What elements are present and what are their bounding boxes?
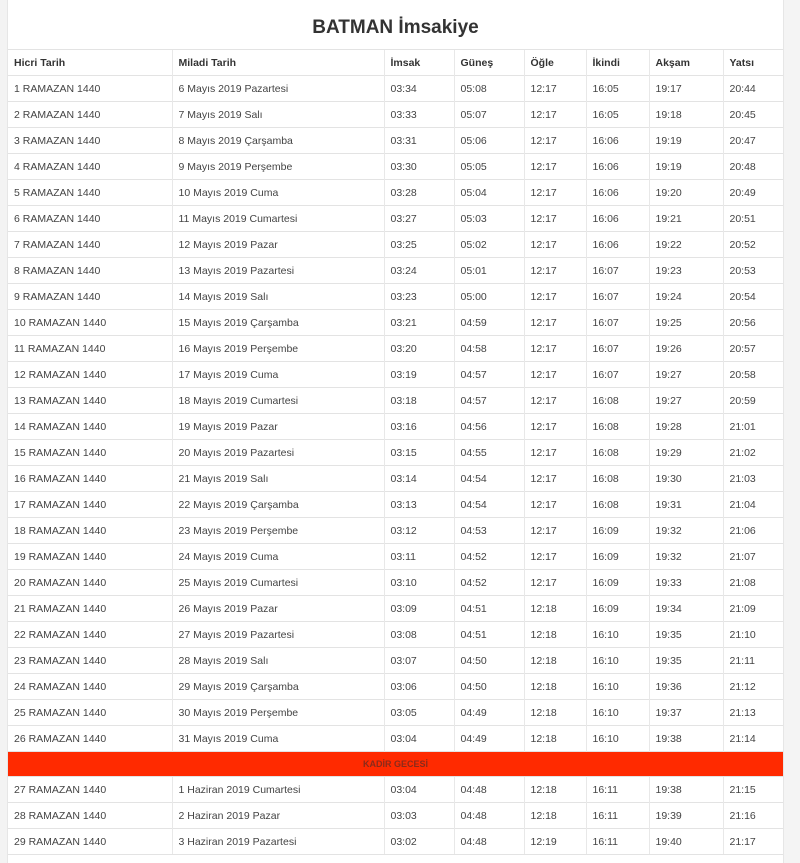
table-row bbox=[8, 310, 783, 336]
col-miladi-tarih: Miladi Tarih bbox=[172, 50, 384, 76]
cell-gunes: 05:04 bbox=[454, 180, 524, 206]
background-pattern bbox=[782, 0, 800, 863]
cell-hicri-tarih: 6 RAMAZAN 1440 bbox=[8, 206, 172, 232]
cell-ikindi: 16:06 bbox=[586, 180, 649, 206]
cell-aksam: 19:36 bbox=[649, 674, 723, 700]
cell-ikindi: 16:06 bbox=[586, 154, 649, 180]
cell-aksam: 19:38 bbox=[649, 726, 723, 752]
cell-gunes: 04:56 bbox=[454, 414, 524, 440]
cell-ikindi: 16:10 bbox=[586, 622, 649, 648]
cell-hicri-tarih: 12 RAMAZAN 1440 bbox=[8, 362, 172, 388]
col-yatsi: Yatsı bbox=[723, 50, 783, 76]
cell-ikindi: 16:11 bbox=[586, 803, 649, 829]
cell-gunes: 04:50 bbox=[454, 648, 524, 674]
col-hicri-tarih: Hicri Tarih bbox=[8, 50, 172, 76]
table-row bbox=[8, 128, 783, 154]
cell-hicri-tarih: 26 RAMAZAN 1440 bbox=[8, 726, 172, 752]
cell-ogle: 12:17 bbox=[524, 466, 586, 492]
col-imsak: İmsak bbox=[384, 50, 454, 76]
cell-gunes: 04:54 bbox=[454, 466, 524, 492]
cell-miladi-tarih: 2 Haziran 2019 Pazar bbox=[172, 803, 384, 829]
cell-imsak: 03:20 bbox=[384, 336, 454, 362]
cell-ogle: 12:17 bbox=[524, 440, 586, 466]
cell-hicri-tarih: 13 RAMAZAN 1440 bbox=[8, 388, 172, 414]
cell-yatsi: 20:57 bbox=[723, 336, 783, 362]
cell-hicri-tarih: 7 RAMAZAN 1440 bbox=[8, 232, 172, 258]
table-row bbox=[8, 700, 783, 726]
cell-gunes: 04:49 bbox=[454, 700, 524, 726]
cell-yatsi: 21:02 bbox=[723, 440, 783, 466]
col-gunes: Güneş bbox=[454, 50, 524, 76]
cell-ogle: 12:18 bbox=[524, 622, 586, 648]
table-row bbox=[8, 388, 783, 414]
cell-ogle: 12:18 bbox=[524, 700, 586, 726]
cell-gunes: 04:54 bbox=[454, 492, 524, 518]
cell-ogle: 12:17 bbox=[524, 258, 586, 284]
cell-imsak: 03:04 bbox=[384, 726, 454, 752]
cell-yatsi: 20:51 bbox=[723, 206, 783, 232]
cell-ogle: 12:19 bbox=[524, 829, 586, 855]
table-row bbox=[8, 76, 783, 102]
cell-gunes: 05:00 bbox=[454, 284, 524, 310]
cell-imsak: 03:13 bbox=[384, 492, 454, 518]
table-row bbox=[8, 726, 783, 752]
cell-aksam: 19:32 bbox=[649, 544, 723, 570]
cell-gunes: 05:08 bbox=[454, 76, 524, 102]
cell-ikindi: 16:09 bbox=[586, 544, 649, 570]
col-ikindi: İkindi bbox=[586, 50, 649, 76]
cell-gunes: 04:48 bbox=[454, 829, 524, 855]
cell-ikindi: 16:10 bbox=[586, 648, 649, 674]
cell-imsak: 03:19 bbox=[384, 362, 454, 388]
cell-ikindi: 16:07 bbox=[586, 284, 649, 310]
table-row bbox=[8, 206, 783, 232]
cell-miladi-tarih: 15 Mayıs 2019 Çarşamba bbox=[172, 310, 384, 336]
cell-ogle: 12:18 bbox=[524, 803, 586, 829]
cell-hicri-tarih: 5 RAMAZAN 1440 bbox=[8, 180, 172, 206]
cell-imsak: 03:03 bbox=[384, 803, 454, 829]
cell-hicri-tarih: 19 RAMAZAN 1440 bbox=[8, 544, 172, 570]
cell-yatsi: 21:17 bbox=[723, 829, 783, 855]
cell-ikindi: 16:05 bbox=[586, 102, 649, 128]
cell-ikindi: 16:10 bbox=[586, 726, 649, 752]
table-row bbox=[8, 777, 783, 803]
cell-miladi-tarih: 30 Mayıs 2019 Perşembe bbox=[172, 700, 384, 726]
cell-aksam: 19:24 bbox=[649, 284, 723, 310]
table-row bbox=[8, 648, 783, 674]
table-row bbox=[8, 803, 783, 829]
table-row bbox=[8, 440, 783, 466]
cell-aksam: 19:30 bbox=[649, 466, 723, 492]
table-row bbox=[8, 622, 783, 648]
cell-yatsi: 21:12 bbox=[723, 674, 783, 700]
cell-hicri-tarih: 22 RAMAZAN 1440 bbox=[8, 622, 172, 648]
cell-ikindi: 16:10 bbox=[586, 700, 649, 726]
cell-imsak: 03:28 bbox=[384, 180, 454, 206]
cell-miladi-tarih: 6 Mayıs 2019 Pazartesi bbox=[172, 76, 384, 102]
table-body bbox=[8, 76, 783, 855]
cell-gunes: 04:50 bbox=[454, 674, 524, 700]
cell-hicri-tarih: 1 RAMAZAN 1440 bbox=[8, 76, 172, 102]
cell-aksam: 19:33 bbox=[649, 570, 723, 596]
cell-yatsi: 20:56 bbox=[723, 310, 783, 336]
table-row bbox=[8, 362, 783, 388]
cell-gunes: 04:57 bbox=[454, 388, 524, 414]
cell-hicri-tarih: 4 RAMAZAN 1440 bbox=[8, 154, 172, 180]
cell-imsak: 03:12 bbox=[384, 518, 454, 544]
cell-ogle: 12:17 bbox=[524, 128, 586, 154]
cell-aksam: 19:28 bbox=[649, 414, 723, 440]
cell-ogle: 12:17 bbox=[524, 206, 586, 232]
cell-yatsi: 21:13 bbox=[723, 700, 783, 726]
cell-ogle: 12:18 bbox=[524, 777, 586, 803]
cell-miladi-tarih: 7 Mayıs 2019 Salı bbox=[172, 102, 384, 128]
cell-gunes: 04:59 bbox=[454, 310, 524, 336]
cell-hicri-tarih: 17 RAMAZAN 1440 bbox=[8, 492, 172, 518]
kadir-gecesi-row bbox=[8, 752, 783, 777]
cell-yatsi: 21:15 bbox=[723, 777, 783, 803]
cell-gunes: 04:51 bbox=[454, 596, 524, 622]
cell-imsak: 03:21 bbox=[384, 310, 454, 336]
cell-yatsi: 21:14 bbox=[723, 726, 783, 752]
cell-miladi-tarih: 8 Mayıs 2019 Çarşamba bbox=[172, 128, 384, 154]
cell-hicri-tarih: 16 RAMAZAN 1440 bbox=[8, 466, 172, 492]
cell-hicri-tarih: 9 RAMAZAN 1440 bbox=[8, 284, 172, 310]
cell-yatsi: 20:44 bbox=[723, 76, 783, 102]
cell-ogle: 12:17 bbox=[524, 180, 586, 206]
cell-hicri-tarih: 15 RAMAZAN 1440 bbox=[8, 440, 172, 466]
kadir-gecesi-label: KADİR GECESİ bbox=[8, 752, 783, 777]
cell-ikindi: 16:09 bbox=[586, 596, 649, 622]
cell-ogle: 12:17 bbox=[524, 362, 586, 388]
cell-yatsi: 21:16 bbox=[723, 803, 783, 829]
table-row bbox=[8, 544, 783, 570]
cell-hicri-tarih: 3 RAMAZAN 1440 bbox=[8, 128, 172, 154]
cell-imsak: 03:02 bbox=[384, 829, 454, 855]
cell-imsak: 03:33 bbox=[384, 102, 454, 128]
cell-imsak: 03:06 bbox=[384, 674, 454, 700]
cell-yatsi: 20:45 bbox=[723, 102, 783, 128]
table-row bbox=[8, 518, 783, 544]
cell-ikindi: 16:05 bbox=[586, 76, 649, 102]
cell-aksam: 19:40 bbox=[649, 829, 723, 855]
cell-imsak: 03:24 bbox=[384, 258, 454, 284]
cell-hicri-tarih: 14 RAMAZAN 1440 bbox=[8, 414, 172, 440]
table-row bbox=[8, 596, 783, 622]
cell-hicri-tarih: 29 RAMAZAN 1440 bbox=[8, 829, 172, 855]
cell-aksam: 19:35 bbox=[649, 648, 723, 674]
cell-ogle: 12:17 bbox=[524, 310, 586, 336]
cell-ikindi: 16:08 bbox=[586, 440, 649, 466]
table-row bbox=[8, 674, 783, 700]
cell-ogle: 12:17 bbox=[524, 232, 586, 258]
cell-yatsi: 20:47 bbox=[723, 128, 783, 154]
cell-ogle: 12:17 bbox=[524, 102, 586, 128]
cell-aksam: 19:26 bbox=[649, 336, 723, 362]
cell-ikindi: 16:11 bbox=[586, 777, 649, 803]
cell-ikindi: 16:09 bbox=[586, 570, 649, 596]
cell-yatsi: 21:10 bbox=[723, 622, 783, 648]
cell-miladi-tarih: 14 Mayıs 2019 Salı bbox=[172, 284, 384, 310]
cell-aksam: 19:34 bbox=[649, 596, 723, 622]
cell-miladi-tarih: 27 Mayıs 2019 Pazartesi bbox=[172, 622, 384, 648]
cell-hicri-tarih: 21 RAMAZAN 1440 bbox=[8, 596, 172, 622]
cell-aksam: 19:29 bbox=[649, 440, 723, 466]
cell-aksam: 19:17 bbox=[649, 76, 723, 102]
cell-aksam: 19:22 bbox=[649, 232, 723, 258]
cell-ikindi: 16:11 bbox=[586, 829, 649, 855]
cell-imsak: 03:34 bbox=[384, 76, 454, 102]
cell-gunes: 05:02 bbox=[454, 232, 524, 258]
cell-gunes: 04:48 bbox=[454, 803, 524, 829]
cell-miladi-tarih: 3 Haziran 2019 Pazartesi bbox=[172, 829, 384, 855]
table-row bbox=[8, 258, 783, 284]
cell-imsak: 03:14 bbox=[384, 466, 454, 492]
col-ogle: Öğle bbox=[524, 50, 586, 76]
cell-miladi-tarih: 29 Mayıs 2019 Çarşamba bbox=[172, 674, 384, 700]
cell-gunes: 05:03 bbox=[454, 206, 524, 232]
cell-ogle: 12:17 bbox=[524, 492, 586, 518]
cell-miladi-tarih: 31 Mayıs 2019 Cuma bbox=[172, 726, 384, 752]
cell-gunes: 04:49 bbox=[454, 726, 524, 752]
table-row bbox=[8, 570, 783, 596]
cell-hicri-tarih: 2 RAMAZAN 1440 bbox=[8, 102, 172, 128]
cell-imsak: 03:05 bbox=[384, 700, 454, 726]
cell-aksam: 19:21 bbox=[649, 206, 723, 232]
cell-ogle: 12:17 bbox=[524, 336, 586, 362]
cell-miladi-tarih: 19 Mayıs 2019 Pazar bbox=[172, 414, 384, 440]
cell-imsak: 03:07 bbox=[384, 648, 454, 674]
cell-ogle: 12:18 bbox=[524, 726, 586, 752]
cell-yatsi: 21:03 bbox=[723, 466, 783, 492]
cell-aksam: 19:23 bbox=[649, 258, 723, 284]
table-row bbox=[8, 232, 783, 258]
cell-hicri-tarih: 28 RAMAZAN 1440 bbox=[8, 803, 172, 829]
cell-ikindi: 16:06 bbox=[586, 206, 649, 232]
cell-imsak: 03:31 bbox=[384, 128, 454, 154]
cell-miladi-tarih: 22 Mayıs 2019 Çarşamba bbox=[172, 492, 384, 518]
table-row bbox=[8, 336, 783, 362]
cell-aksam: 19:27 bbox=[649, 362, 723, 388]
cell-ogle: 12:18 bbox=[524, 596, 586, 622]
cell-hicri-tarih: 25 RAMAZAN 1440 bbox=[8, 700, 172, 726]
cell-ikindi: 16:06 bbox=[586, 232, 649, 258]
cell-ogle: 12:17 bbox=[524, 414, 586, 440]
cell-gunes: 04:48 bbox=[454, 777, 524, 803]
cell-yatsi: 21:07 bbox=[723, 544, 783, 570]
cell-yatsi: 20:58 bbox=[723, 362, 783, 388]
cell-imsak: 03:10 bbox=[384, 570, 454, 596]
cell-gunes: 04:52 bbox=[454, 570, 524, 596]
cell-aksam: 19:25 bbox=[649, 310, 723, 336]
cell-hicri-tarih: 18 RAMAZAN 1440 bbox=[8, 518, 172, 544]
cell-imsak: 03:27 bbox=[384, 206, 454, 232]
table-header-row bbox=[8, 50, 783, 76]
cell-aksam: 19:19 bbox=[649, 154, 723, 180]
cell-miladi-tarih: 24 Mayıs 2019 Cuma bbox=[172, 544, 384, 570]
cell-imsak: 03:09 bbox=[384, 596, 454, 622]
cell-miladi-tarih: 18 Mayıs 2019 Cumartesi bbox=[172, 388, 384, 414]
cell-miladi-tarih: 10 Mayıs 2019 Cuma bbox=[172, 180, 384, 206]
cell-gunes: 04:55 bbox=[454, 440, 524, 466]
cell-miladi-tarih: 9 Mayıs 2019 Perşembe bbox=[172, 154, 384, 180]
cell-aksam: 19:20 bbox=[649, 180, 723, 206]
cell-yatsi: 21:11 bbox=[723, 648, 783, 674]
cell-ikindi: 16:09 bbox=[586, 518, 649, 544]
cell-gunes: 04:52 bbox=[454, 544, 524, 570]
cell-miladi-tarih: 20 Mayıs 2019 Pazartesi bbox=[172, 440, 384, 466]
cell-ikindi: 16:07 bbox=[586, 336, 649, 362]
cell-yatsi: 20:52 bbox=[723, 232, 783, 258]
cell-gunes: 05:06 bbox=[454, 128, 524, 154]
table-row bbox=[8, 102, 783, 128]
cell-hicri-tarih: 23 RAMAZAN 1440 bbox=[8, 648, 172, 674]
cell-hicri-tarih: 27 RAMAZAN 1440 bbox=[8, 777, 172, 803]
page-title: BATMAN İmsakiye bbox=[312, 17, 479, 38]
cell-ikindi: 16:06 bbox=[586, 128, 649, 154]
cell-gunes: 05:05 bbox=[454, 154, 524, 180]
cell-ogle: 12:17 bbox=[524, 518, 586, 544]
cell-aksam: 19:18 bbox=[649, 102, 723, 128]
cell-ikindi: 16:10 bbox=[586, 674, 649, 700]
cell-yatsi: 21:09 bbox=[723, 596, 783, 622]
cell-miladi-tarih: 25 Mayıs 2019 Cumartesi bbox=[172, 570, 384, 596]
cell-ogle: 12:18 bbox=[524, 648, 586, 674]
cell-ikindi: 16:08 bbox=[586, 492, 649, 518]
cell-miladi-tarih: 13 Mayıs 2019 Pazartesi bbox=[172, 258, 384, 284]
cell-ikindi: 16:08 bbox=[586, 414, 649, 440]
cell-yatsi: 21:04 bbox=[723, 492, 783, 518]
cell-ogle: 12:17 bbox=[524, 284, 586, 310]
cell-imsak: 03:23 bbox=[384, 284, 454, 310]
cell-miladi-tarih: 21 Mayıs 2019 Salı bbox=[172, 466, 384, 492]
cell-miladi-tarih: 17 Mayıs 2019 Cuma bbox=[172, 362, 384, 388]
cell-ogle: 12:17 bbox=[524, 154, 586, 180]
cell-aksam: 19:27 bbox=[649, 388, 723, 414]
cell-ikindi: 16:08 bbox=[586, 388, 649, 414]
cell-yatsi: 20:53 bbox=[723, 258, 783, 284]
table-row bbox=[8, 414, 783, 440]
table-row bbox=[8, 180, 783, 206]
cell-hicri-tarih: 8 RAMAZAN 1440 bbox=[8, 258, 172, 284]
col-aksam: Akşam bbox=[649, 50, 723, 76]
cell-ogle: 12:17 bbox=[524, 76, 586, 102]
cell-miladi-tarih: 23 Mayıs 2019 Perşembe bbox=[172, 518, 384, 544]
cell-yatsi: 21:06 bbox=[723, 518, 783, 544]
cell-ogle: 12:17 bbox=[524, 388, 586, 414]
cell-ikindi: 16:07 bbox=[586, 310, 649, 336]
cell-imsak: 03:30 bbox=[384, 154, 454, 180]
cell-imsak: 03:18 bbox=[384, 388, 454, 414]
cell-ikindi: 16:08 bbox=[586, 466, 649, 492]
table-row bbox=[8, 492, 783, 518]
cell-miladi-tarih: 12 Mayıs 2019 Pazar bbox=[172, 232, 384, 258]
cell-aksam: 19:32 bbox=[649, 518, 723, 544]
cell-hicri-tarih: 24 RAMAZAN 1440 bbox=[8, 674, 172, 700]
cell-yatsi: 20:48 bbox=[723, 154, 783, 180]
cell-ogle: 12:17 bbox=[524, 544, 586, 570]
cell-hicri-tarih: 11 RAMAZAN 1440 bbox=[8, 336, 172, 362]
cell-imsak: 03:11 bbox=[384, 544, 454, 570]
cell-ikindi: 16:07 bbox=[586, 258, 649, 284]
cell-imsak: 03:15 bbox=[384, 440, 454, 466]
cell-yatsi: 21:08 bbox=[723, 570, 783, 596]
cell-hicri-tarih: 10 RAMAZAN 1440 bbox=[8, 310, 172, 336]
cell-imsak: 03:25 bbox=[384, 232, 454, 258]
cell-imsak: 03:08 bbox=[384, 622, 454, 648]
cell-miladi-tarih: 26 Mayıs 2019 Pazar bbox=[172, 596, 384, 622]
cell-aksam: 19:35 bbox=[649, 622, 723, 648]
cell-gunes: 05:07 bbox=[454, 102, 524, 128]
cell-aksam: 19:31 bbox=[649, 492, 723, 518]
cell-aksam: 19:38 bbox=[649, 777, 723, 803]
imsakiye-table bbox=[8, 49, 783, 855]
cell-yatsi: 20:49 bbox=[723, 180, 783, 206]
cell-yatsi: 20:54 bbox=[723, 284, 783, 310]
cell-aksam: 19:39 bbox=[649, 803, 723, 829]
cell-gunes: 04:53 bbox=[454, 518, 524, 544]
cell-imsak: 03:04 bbox=[384, 777, 454, 803]
cell-yatsi: 21:01 bbox=[723, 414, 783, 440]
cell-miladi-tarih: 28 Mayıs 2019 Salı bbox=[172, 648, 384, 674]
cell-gunes: 04:51 bbox=[454, 622, 524, 648]
cell-miladi-tarih: 11 Mayıs 2019 Cumartesi bbox=[172, 206, 384, 232]
cell-aksam: 19:37 bbox=[649, 700, 723, 726]
table-row bbox=[8, 829, 783, 855]
table-row bbox=[8, 466, 783, 492]
cell-gunes: 05:01 bbox=[454, 258, 524, 284]
imsakiye-panel bbox=[7, 0, 784, 863]
cell-miladi-tarih: 16 Mayıs 2019 Perşembe bbox=[172, 336, 384, 362]
cell-aksam: 19:19 bbox=[649, 128, 723, 154]
cell-yatsi: 20:59 bbox=[723, 388, 783, 414]
table-row bbox=[8, 154, 783, 180]
cell-ogle: 12:17 bbox=[524, 570, 586, 596]
table-row bbox=[8, 284, 783, 310]
cell-ikindi: 16:07 bbox=[586, 362, 649, 388]
cell-gunes: 04:58 bbox=[454, 336, 524, 362]
cell-hicri-tarih: 20 RAMAZAN 1440 bbox=[8, 570, 172, 596]
cell-ogle: 12:18 bbox=[524, 674, 586, 700]
cell-imsak: 03:16 bbox=[384, 414, 454, 440]
cell-gunes: 04:57 bbox=[454, 362, 524, 388]
cell-miladi-tarih: 1 Haziran 2019 Cumartesi bbox=[172, 777, 384, 803]
